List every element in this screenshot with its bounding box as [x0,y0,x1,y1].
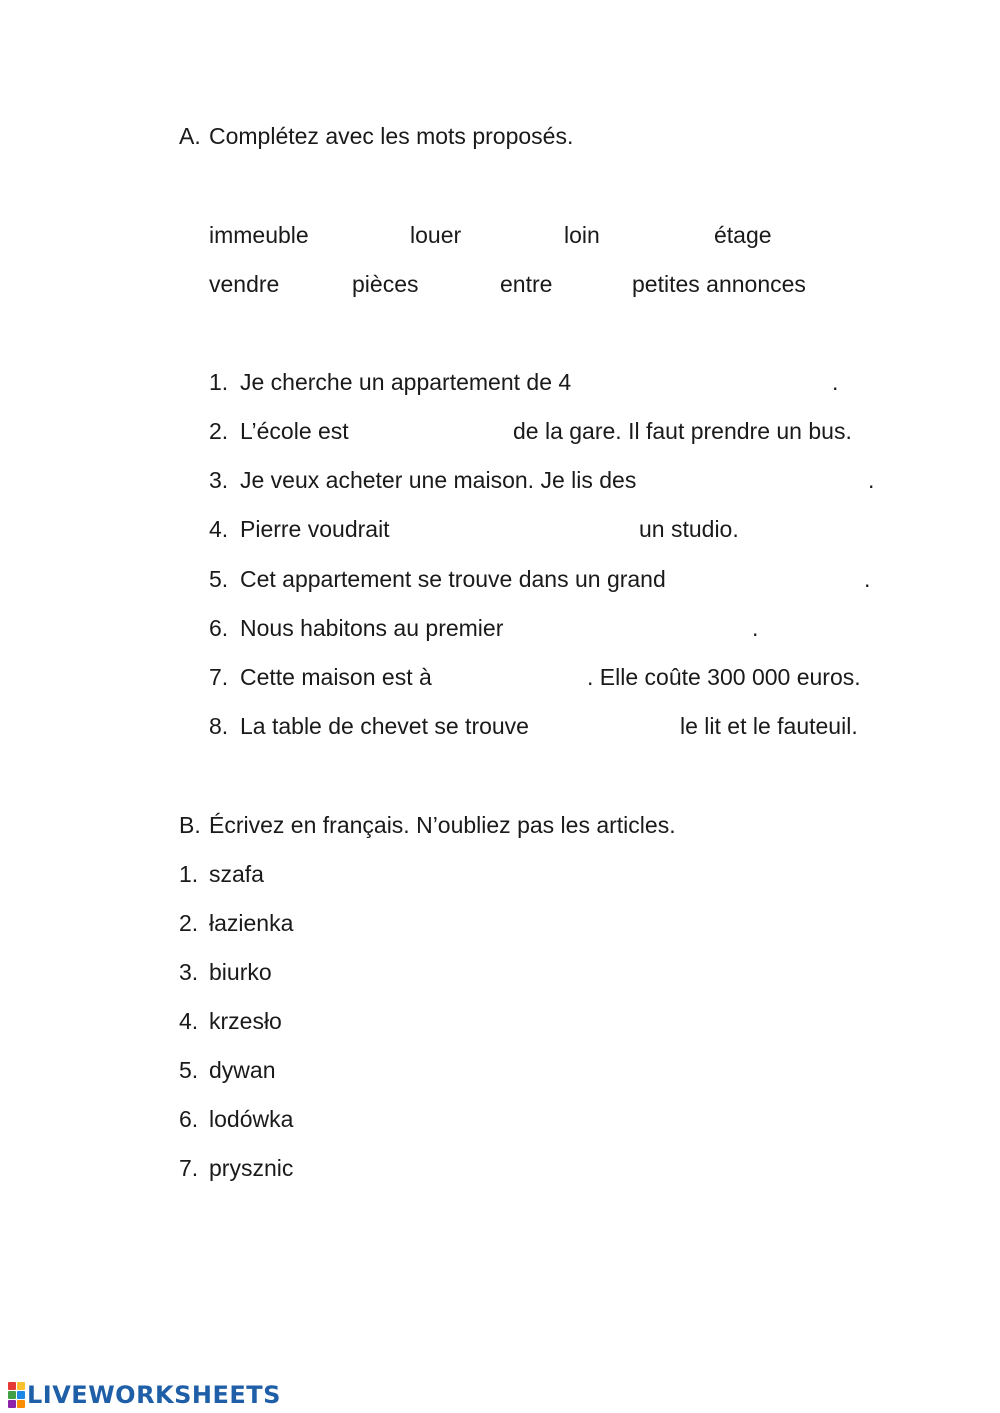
liveworksheets-logo [8,1380,281,1410]
logo-block [8,1400,16,1408]
word-bank-item: pièces [352,271,419,297]
item-number: 1. [179,861,199,887]
item-number: 6. [179,1106,199,1132]
item-text-after: . [864,566,871,592]
section-b-letter: B. [179,812,201,838]
item-text-after: . [832,369,839,395]
item-text-after: de la gare. Il faut prendre un bus. [513,418,852,444]
item-number: 5. [179,1057,199,1083]
translation-input-6[interactable] [330,1105,734,1135]
answer-blank-7[interactable] [448,663,587,693]
item-number: 3. [179,959,199,985]
word-bank-item: entre [500,271,553,297]
word-bank-item: louer [410,222,462,248]
section-a-instruction: Complétez avec les mots proposés. [209,123,574,149]
item-number: 5. [209,566,229,592]
translation-input-2[interactable] [330,909,734,939]
polish-word: dywan [209,1057,276,1083]
polish-word: lodówka [209,1106,294,1132]
word-bank-item: étage [714,222,772,248]
item-number: 2. [179,910,199,936]
polish-word: biurko [209,959,272,985]
answer-blank-2[interactable] [360,417,512,447]
logo-block [17,1400,25,1408]
answer-blank-4[interactable] [410,515,639,545]
item-text-before: Nous habitons au premier [240,615,504,641]
logo-block [17,1382,25,1390]
word-bank-item: petites annonces [632,271,806,297]
item-text-before: Pierre voudrait [240,516,390,542]
item-number: 7. [209,664,229,690]
item-number: 7. [179,1155,199,1181]
translation-input-3[interactable] [330,958,734,988]
item-text-before: Je cherche un appartement de 4 [240,369,572,395]
item-text-before: Cette maison est à [240,664,432,690]
item-text-before: La table de chevet se trouve [240,713,529,739]
translation-input-4[interactable] [330,1007,734,1037]
answer-blank-5[interactable] [700,565,864,595]
item-text-after: un studio. [639,516,739,542]
translation-input-5[interactable] [330,1056,734,1086]
item-number: 4. [209,516,229,542]
polish-word: krzesło [209,1008,282,1034]
polish-word: łazienka [209,910,294,936]
word-bank-item: immeuble [209,222,309,248]
item-text-before: Cet appartement se trouve dans un grand [240,566,666,592]
answer-blank-6[interactable] [528,614,752,644]
item-text-after: . Elle coûte 300 000 euros. [587,664,861,690]
translation-input-7[interactable] [330,1154,734,1184]
item-text-before: Je veux acheter une maison. Je lis des [240,467,637,493]
item-number: 3. [209,467,229,493]
logo-text: LIVEWORKSHEETS [27,1381,281,1409]
item-text-after: . [868,467,875,493]
word-bank-item: vendre [209,271,280,297]
logo-block [17,1391,25,1399]
item-text-after: le lit et le fauteuil. [680,713,858,739]
logo-block [8,1391,16,1399]
translation-input-1[interactable] [330,860,734,890]
section-a-letter: A. [179,123,201,149]
answer-blank-8[interactable] [552,712,678,742]
logo-block [8,1382,16,1390]
polish-word: prysznic [209,1155,294,1181]
word-bank-item: loin [564,222,600,248]
item-text-before: L’école est [240,418,349,444]
item-number: 8. [209,713,229,739]
item-number: 2. [209,418,229,444]
polish-word: szafa [209,861,264,887]
section-b-instruction: Écrivez en français. N’oubliez pas les articles. [209,812,676,838]
item-number: 4. [179,1008,199,1034]
item-text-after: . [752,615,759,641]
item-number: 6. [209,615,229,641]
logo-blocks-icon [8,1382,25,1408]
answer-blank-1[interactable] [600,368,832,398]
item-number: 1. [209,369,229,395]
answer-blank-3[interactable] [655,466,869,496]
